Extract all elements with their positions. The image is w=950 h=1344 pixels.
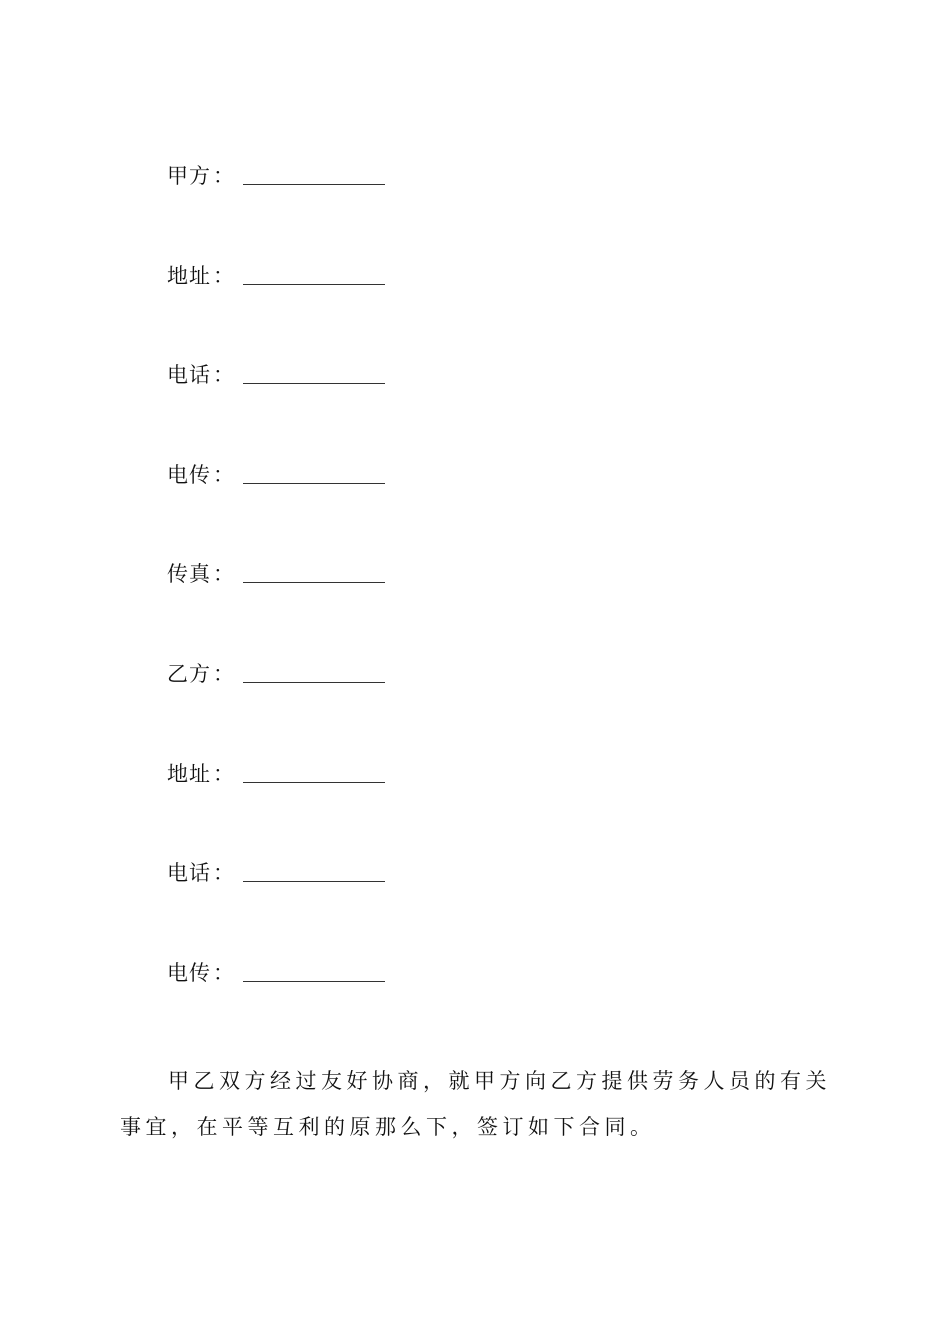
field-party-a-phone bbox=[167, 359, 567, 459]
field-party-a bbox=[167, 160, 567, 260]
fill-in-blank[interactable] bbox=[243, 558, 385, 583]
field-label: 电话 bbox=[167, 861, 211, 886]
field-party-b-phone bbox=[167, 857, 567, 957]
field-colon: ： bbox=[213, 661, 235, 686]
fill-in-blank[interactable] bbox=[243, 658, 385, 683]
field-party-b-address bbox=[167, 758, 567, 858]
field-label: 地址 bbox=[167, 761, 211, 786]
field-label: 电传 bbox=[167, 960, 211, 985]
field-party-a-telex bbox=[167, 459, 567, 559]
field-colon: ： bbox=[213, 263, 235, 288]
field-label: 甲方 bbox=[167, 164, 211, 188]
fill-in-blank[interactable] bbox=[243, 857, 385, 882]
fill-in-blank[interactable] bbox=[243, 260, 385, 285]
field-label: 电传 bbox=[167, 462, 211, 487]
field-colon: ： bbox=[213, 761, 235, 786]
intro-paragraph: 甲乙双方经过友好协商，就甲方向乙方提供劳务人员的有关事宜，在平等互利的原那么下，签订如下合同。 bbox=[120, 1069, 831, 1139]
field-party-b bbox=[167, 658, 567, 758]
field-colon: ： bbox=[213, 960, 235, 985]
field-label: 传真 bbox=[167, 562, 211, 587]
fill-in-blank[interactable] bbox=[243, 957, 385, 982]
party-info-fields bbox=[167, 160, 567, 1056]
field-party-b-telex bbox=[167, 957, 567, 1057]
field-colon: ： bbox=[213, 363, 235, 388]
fill-in-blank[interactable] bbox=[243, 359, 385, 384]
field-party-a-address bbox=[167, 260, 567, 360]
field-label: 乙方 bbox=[167, 661, 211, 686]
field-colon: ： bbox=[213, 562, 235, 587]
fill-in-blank[interactable] bbox=[243, 758, 385, 783]
field-colon: ： bbox=[213, 462, 235, 487]
field-colon: ： bbox=[213, 164, 235, 188]
field-label: 电话 bbox=[167, 363, 211, 388]
field-party-a-fax bbox=[167, 558, 567, 658]
fill-in-blank[interactable] bbox=[243, 459, 385, 484]
fill-in-blank[interactable] bbox=[243, 160, 385, 185]
field-colon: ： bbox=[213, 861, 235, 886]
field-label: 地址 bbox=[167, 263, 211, 288]
